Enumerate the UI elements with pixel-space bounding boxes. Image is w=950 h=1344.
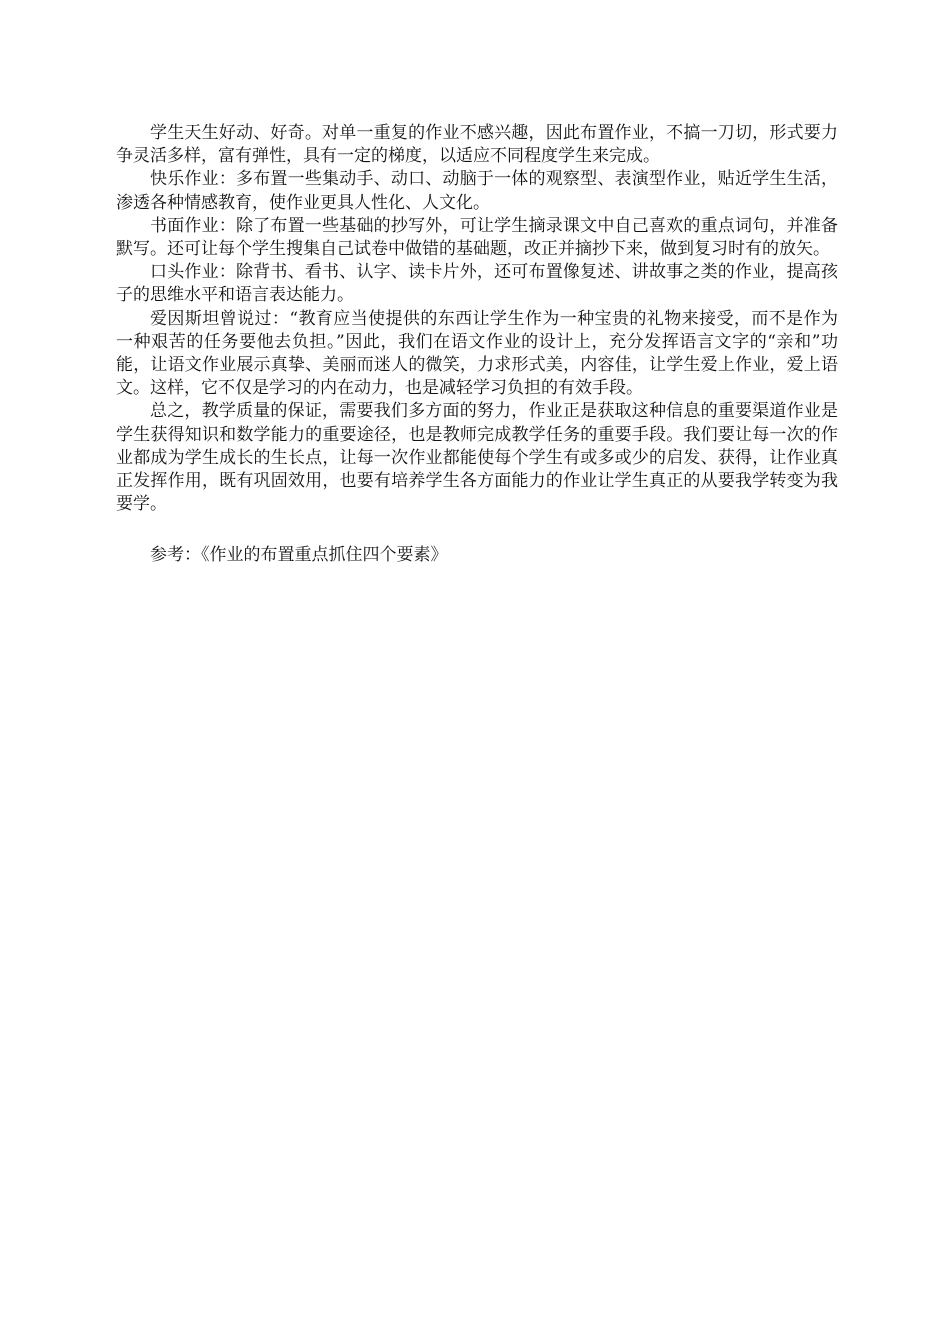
document-body <box>116 122 838 568</box>
paragraph-intro: 学生天生好动、好奇。对单一重复的作业不感兴趣，因此布置作业，不搞一刀切，形式要力争灵活多样，富有弹性，具有一定的梯度，以适应不同程度学生来完成。 <box>116 123 838 167</box>
paragraph-happy-homework: 快乐作业：多布置一些集动手、动口、动脑于一体的观察型、表演型作业，贴近学生生活，渗透各种情感教育，使作业更具人性化、人文化。 <box>116 169 838 213</box>
reference-line: 参考：《作业的布置重点抓住四个要素》 <box>150 545 448 566</box>
paragraph-written-homework: 书面作业：除了布置一些基础的抄写外，可让学生摘录课文中自己喜欢的重点词句，并准备默写。还可让每个学生搜集自己试卷中做错的基础题，改正并摘抄下来，做到复习时有的放矢。 <box>116 215 838 260</box>
paragraph-oral-homework: 口头作业：除背书、看书、认字、读卡片外，还可布置像复述、讲故事之类的作业，提高孩子的思维水平和语言表达能力。 <box>116 262 838 306</box>
paragraph-conclusion: 总之，教学质量的保证，需要我们多方面的努力，作业正是获取这种信息的重要渠道作业是学生获得知识和数学能力的重要途径，也是教师完成教学任务的重要手段。我们要让每一次的作业都成为学生成长的生长点，让每一次作业都能使每个学生有或多或少的启发、获得，让作业真正发挥作用，既有巩固效用，也要有培养学生各方面能力的作业让学生真正的从要我学转变为我要学。 <box>116 401 838 515</box>
paragraph-einstein-quote: 爱因斯坦曾说过：“教育应当使提供的东西让学生作为一种宝贵的礼物来接受，而不是作为一种艰苦的任务要他去负担。”因此，我们在语文作业的设计上，充分发挥语言文字的“亲和”功能，让语文作业展示真挚、美丽而迷人的微笑，力求形式美，内容佳，让学生爱上作业，爱上语文。这样，它不仅是学习的内在动力，也是减轻学习负担的有效手段。 <box>116 308 838 399</box>
